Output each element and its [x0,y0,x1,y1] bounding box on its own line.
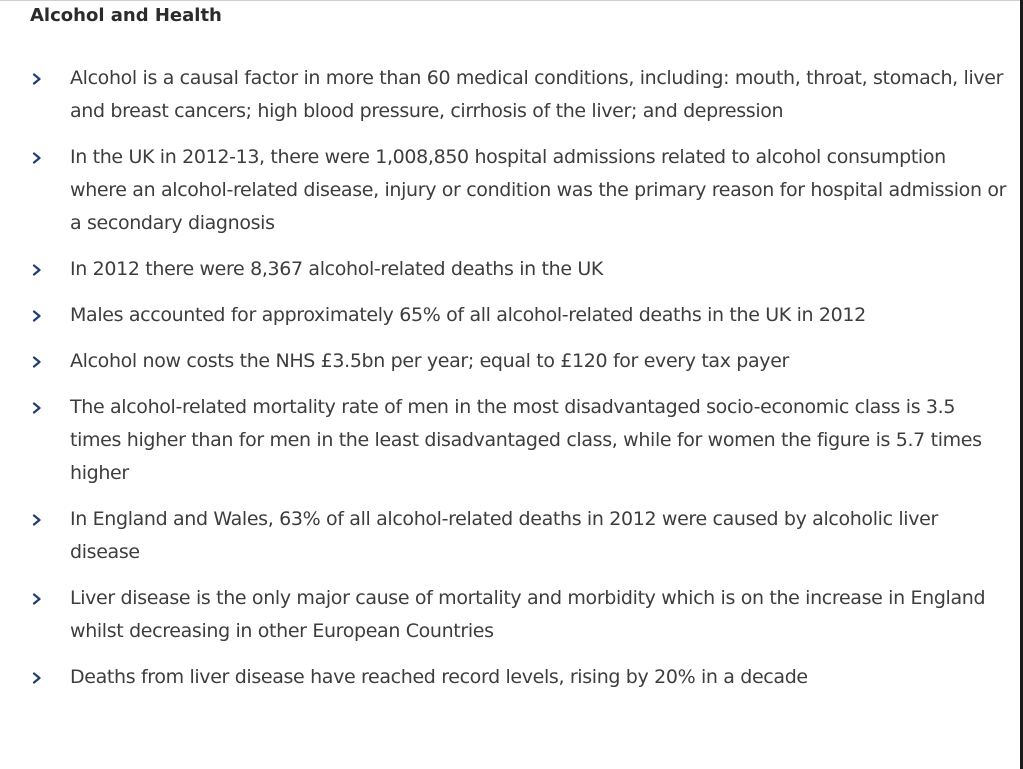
list-item [0,253,1015,286]
page-title: Alcohol and Health [30,5,222,26]
list-item-text: Liver disease is the only major cause of mortality and morbidity which is on the increase in England whilst decreasing in other European Countries [70,587,986,642]
list-item-text: Deaths from liver disease have reached record levels, rising by 20% in a decade [70,666,808,688]
list-item [0,503,1015,569]
chevron-right-icon [31,593,43,605]
list-item-text: Alcohol is a causal factor in more than 60 medical conditions, including: mouth, throat, stomach, liver and breast cancers; high blood pressure, cirrhosis of the liver; and depression [70,67,1004,122]
list-item [0,391,1015,490]
list-item [0,141,1015,240]
chevron-right-icon [31,402,43,414]
chevron-right-icon [31,310,43,322]
list-item [0,299,1015,332]
list-item-text: In 2012 there were 8,367 alcohol-related deaths in the UK [70,258,604,280]
chevron-right-icon [31,672,43,684]
list-item [0,661,1015,694]
chevron-right-icon [31,264,43,276]
fact-list [0,62,1015,707]
list-item-text: In England and Wales, 63% of all alcohol-related deaths in 2012 were caused by alcoholic liver disease [70,508,938,563]
chevron-right-icon [31,73,43,85]
list-item [0,345,1015,378]
chevron-right-icon [31,152,43,164]
list-item-text: Males accounted for approximately 65% of all alcohol-related deaths in the UK in 2012 [70,304,866,326]
list-item [0,62,1015,128]
list-item-text: In the UK in 2012-13, there were 1,008,850 hospital admissions related to alcohol consumption where an alcohol-related disease, injury or condition was the primary reason for hospital admission or a secondary diagnosis [70,146,1007,234]
list-item [0,582,1015,648]
chevron-right-icon [31,356,43,368]
list-item-text: The alcohol-related mortality rate of men in the most disadvantaged socio-economic class is 3.5 times higher than for men in the least disadvantaged class, while for women the figure is 5.7 times higher [70,396,982,484]
chevron-right-icon [31,514,43,526]
list-item-text: Alcohol now costs the NHS £3.5bn per year; equal to £120 for every tax payer [70,350,790,372]
top-divider [0,0,1023,1]
